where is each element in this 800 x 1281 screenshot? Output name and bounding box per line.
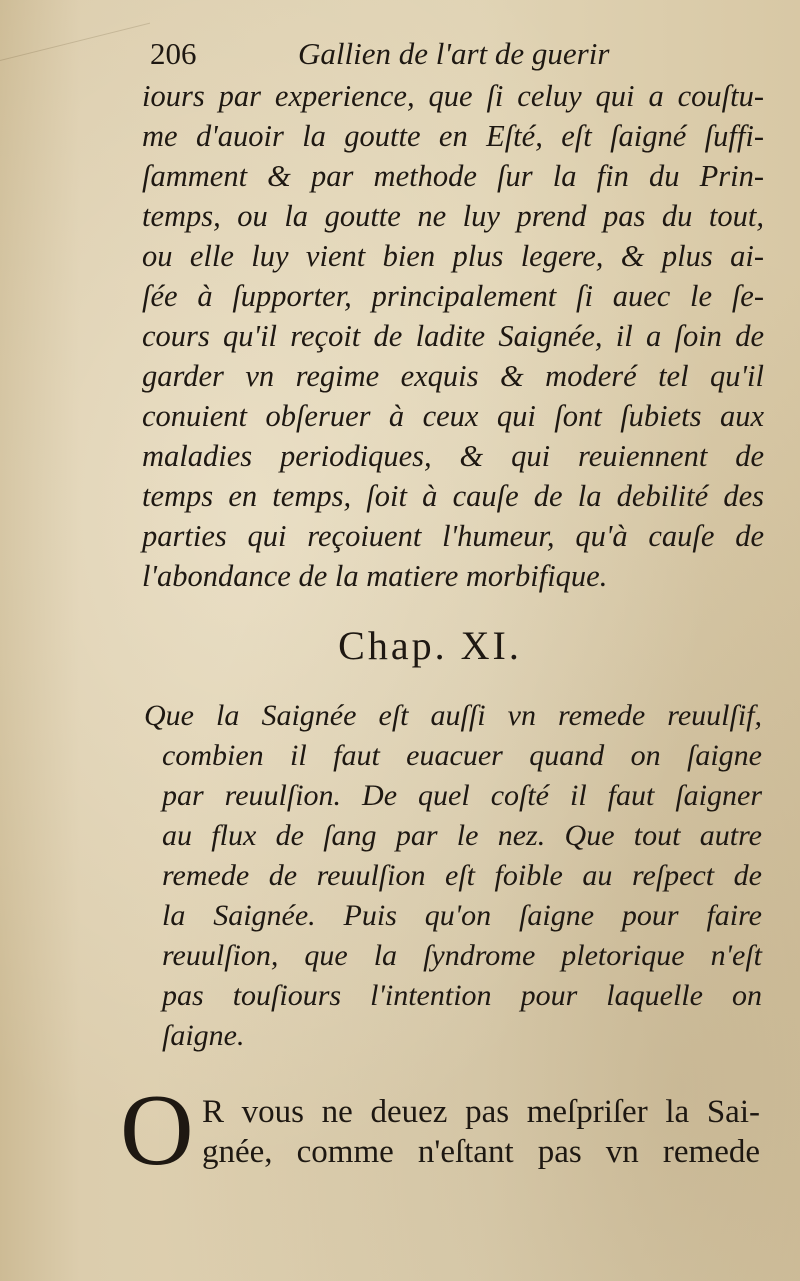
summary-line: au flux de ſang par le nez. Que tout autre xyxy=(162,819,762,852)
summary-line: par reuulſion. De quel coſté il faut ſaigner xyxy=(162,779,762,812)
text-line: parties qui reçoiuent l'humeur, qu'à cauſe de xyxy=(142,519,764,553)
summary-line: reuulſion, que la ſyndrome pletorique n'eſt xyxy=(162,939,762,972)
summary-line: combien il faut euacuer quand on ſaigne xyxy=(162,739,762,772)
text-line: ſée à ſupporter, principalement ſi auec le ſe- xyxy=(142,279,764,313)
text-line: ou elle luy vient bien plus legere, & plus ai- xyxy=(142,239,764,273)
text-line: R vous ne deuez pas meſpriſer la Sai- xyxy=(202,1094,760,1130)
summary-line: pas touſiours l'intention pour laquelle on xyxy=(162,979,762,1012)
chapter-heading: Chap. XI. xyxy=(338,623,522,668)
text-line: iours par experience, que ſi celuy qui a couſtu- xyxy=(142,79,764,113)
summary-line: ſaigne. xyxy=(162,1019,245,1052)
text-line: maladies periodiques, & qui reuiennent de xyxy=(142,439,764,473)
chapter-summary xyxy=(144,696,762,1056)
text-line: temps en temps, ſoit à cauſe de la debilité des xyxy=(142,479,764,513)
summary-line: la Saignée. Puis qu'on ſaigne pour faire xyxy=(162,899,762,932)
text-line: me d'auoir la goutte en Eſté, eſt ſaigné ſuffi- xyxy=(142,119,764,153)
running-head-title: Gallien de l'art de guerir xyxy=(298,36,610,71)
running-head xyxy=(150,36,670,76)
drop-cap: O xyxy=(120,1074,194,1187)
text-line: ſamment & par methode ſur la fin du Prin- xyxy=(142,159,764,193)
chapter-body-paragraph xyxy=(120,1074,760,1188)
page-corner-fold xyxy=(0,0,150,61)
text-line: gnée, comme n'eſtant pas vn remede xyxy=(202,1134,760,1170)
text-line: temps, ou la goutte ne luy prend pas du tout, xyxy=(142,199,764,233)
paragraph-continued xyxy=(142,76,764,596)
text-line: cours qu'il reçoit de ladite Saignée, il a ſoin de xyxy=(142,319,764,353)
text-line: garder vn regime exquis & moderé tel qu'il xyxy=(142,359,764,393)
summary-line: Que la Saignée eſt auſſi vn remede reuulſif, xyxy=(144,699,762,732)
text-line: conuient obſeruer à ceux qui ſont ſubiets aux xyxy=(142,399,764,433)
page-number: 206 xyxy=(150,36,197,71)
text-line: l'abondance de la matiere morbifique. xyxy=(142,559,608,593)
summary-line: remede de reuulſion eſt foible au reſpect de xyxy=(162,859,762,892)
